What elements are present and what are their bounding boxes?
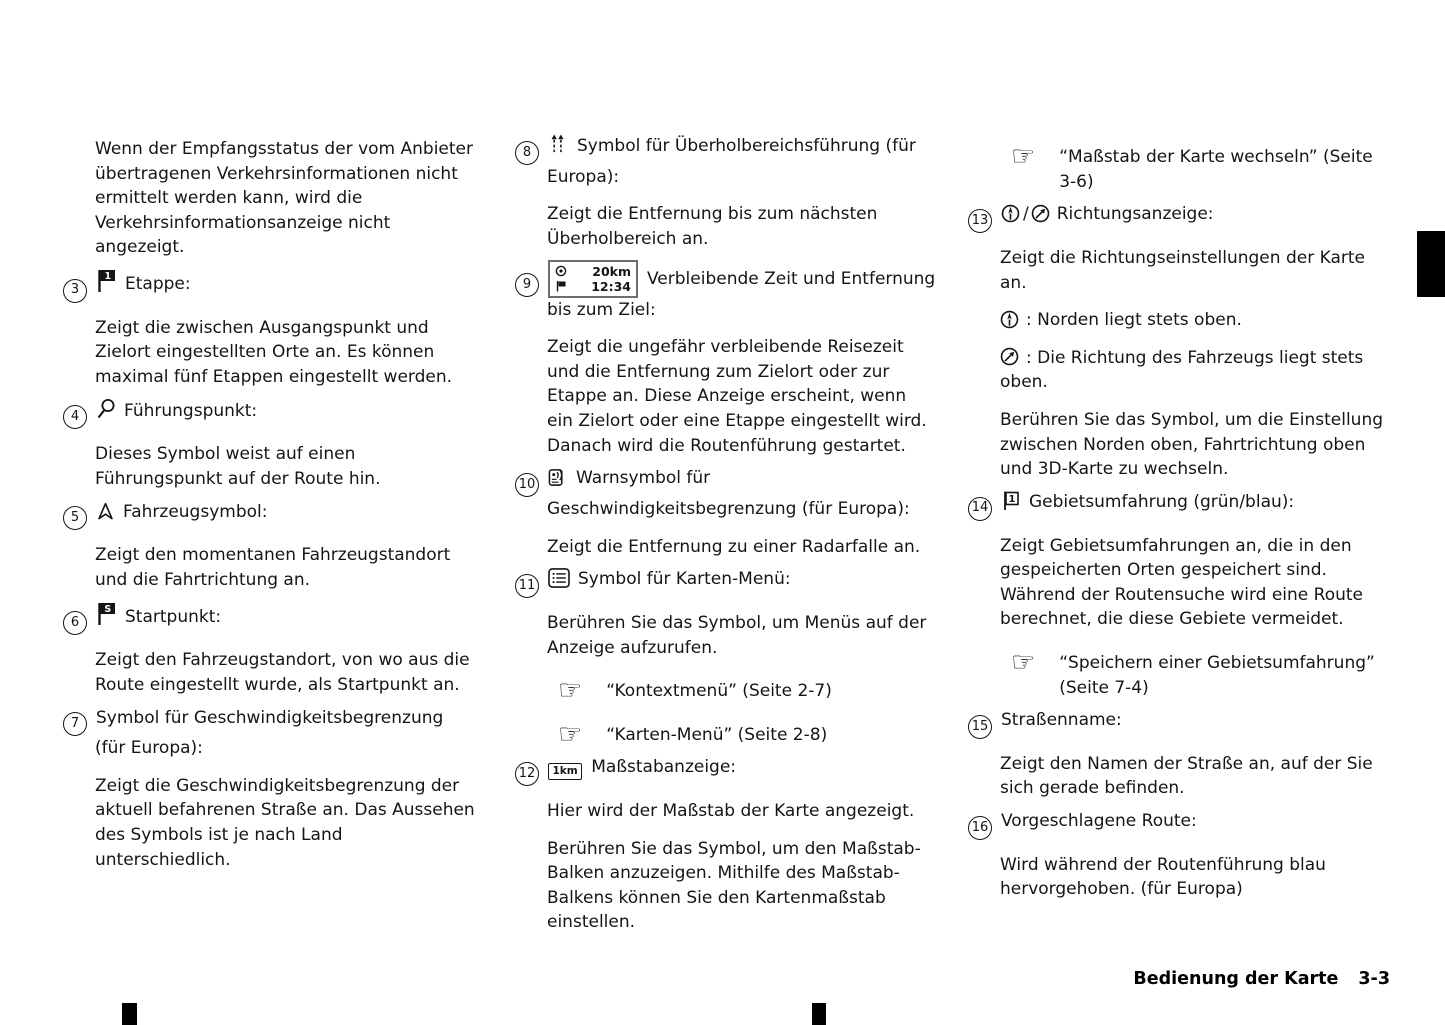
- item-7-heading: [63, 706, 479, 761]
- cross-reference-kartenmenu: [515, 718, 936, 750]
- item-16-body: Wird während der Routenführung blau hervorgehoben. (für Europa): [1000, 854, 1326, 900]
- item-4-heading: [63, 398, 479, 430]
- guide-point-magnifier-icon: [96, 398, 116, 420]
- vehicle-arrow-icon: [96, 502, 115, 521]
- map-scale-icon-text: 1km: [552, 765, 578, 778]
- remaining-time-value: 12:34: [591, 278, 631, 294]
- item-6-label: Startpunkt:: [125, 606, 222, 627]
- item-7-body: Zeigt die Geschwindigkeitsbegrenzung der aktuell befahrenen Straße an. Das Aussehen des Symbols ist je nach Land unterschiedlich.: [95, 775, 475, 870]
- item-15-heading: [968, 708, 1391, 739]
- cross-reference-gebietsumfahrung: [968, 646, 1391, 700]
- speed-camera-warning-icon: [548, 466, 568, 487]
- icon-separator: /: [1023, 204, 1029, 225]
- item-16-heading: [968, 809, 1391, 840]
- item-4-label: Führungspunkt:: [124, 400, 258, 421]
- item-8-number: 8: [515, 141, 539, 165]
- column-middle: [515, 133, 936, 935]
- svg-text:1: 1: [1008, 493, 1016, 505]
- pointing-hand-icon: ☞: [558, 675, 583, 707]
- item-11-body: Berühren Sie das Symbol, um Menüs auf der Anzeige aufzurufen.: [547, 612, 927, 658]
- heading-up-icon: [1000, 347, 1019, 366]
- item-3-heading: [63, 268, 479, 303]
- intro-paragraph: Wenn der Empfangsstatus der vom Anbieter übertragenen Verkehrsinformationen nicht ermittelt werden kann, wird die Verkehrsinformationsanzeige nicht angezeigt.: [95, 139, 473, 258]
- item-10-number: 10: [515, 473, 539, 497]
- item-10-heading: [515, 466, 936, 521]
- footer-section-title: Bedienung der Karte: [1133, 969, 1339, 989]
- print-mark: [122, 1003, 137, 1025]
- item-4-number: 4: [63, 405, 87, 429]
- cross-reference-kontextmenu: [515, 675, 936, 707]
- pointing-hand-icon: ☞: [558, 718, 583, 750]
- item-12-label: Maßstabanzeige:: [591, 757, 737, 778]
- footer-page-number: 3-3: [1358, 969, 1390, 989]
- start-flag-icon: [96, 601, 117, 626]
- avoid-area-icon: [1001, 490, 1021, 511]
- item-12-body-1: Hier wird der Maßstab der Karte angezeigt.: [547, 801, 915, 822]
- item-16-label: Vorgeschlagene Route:: [1001, 811, 1197, 832]
- item-14-number: 14: [968, 497, 992, 521]
- distance-target-icon: [555, 265, 567, 277]
- item-11-heading: [515, 567, 936, 598]
- cross-reference-text: “Karten-Menü” (Seite 2-8): [606, 724, 828, 745]
- item-14-heading: [968, 490, 1391, 521]
- destination-flag-icon: [555, 280, 567, 292]
- item-12-heading: [515, 755, 936, 786]
- item-5-heading: [63, 500, 479, 531]
- item-13-number: 13: [968, 209, 992, 233]
- item-15-label: Straßenname:: [1001, 710, 1122, 731]
- item-9-heading: [515, 260, 936, 323]
- item-13-heading: [968, 202, 1391, 233]
- north-up-text: : Norden liegt stets oben.: [1026, 310, 1242, 331]
- page-footer: [1133, 969, 1390, 989]
- item-8-heading: [515, 133, 936, 189]
- item-12-number: 12: [515, 762, 539, 786]
- heading-up-description: [968, 346, 1391, 395]
- item-7-number: 7: [63, 712, 87, 736]
- item-10-body: Zeigt die Entfernung zu einer Radarfalle an.: [547, 536, 921, 557]
- item-16-number: 16: [968, 816, 992, 840]
- remaining-time-distance-icon: [548, 260, 638, 298]
- item-4-body: Dieses Symbol weist auf einen Führungspunkt auf der Route hin.: [95, 444, 381, 489]
- chapter-edge-tab: [1417, 231, 1445, 297]
- item-13-body: Zeigt die Richtungseinstellungen der Karte an.: [1000, 247, 1365, 293]
- item-9-number: 9: [515, 273, 539, 297]
- item-5-number: 5: [63, 506, 87, 530]
- cross-reference-text: “Speichern einer Gebietsumfahrung” (Seite 7-4): [1059, 652, 1375, 698]
- map-scale-icon: [548, 763, 582, 780]
- item-3-number: 3: [63, 279, 87, 303]
- item-10-label: Warnsymbol für Geschwindigkeitsbegrenzung (für Europa):: [547, 468, 910, 519]
- item-3-body: Zeigt die zwischen Ausgangspunkt und Zielort eingestellten Orte an. Es können maximal fünf Etappen eingestellt werden.: [95, 317, 453, 387]
- cross-reference-text: “Kontextmenü” (Seite 2-7): [606, 681, 832, 702]
- pointing-hand-icon: ☞: [1011, 646, 1036, 678]
- item-14-body: Zeigt Gebietsumfahrungen an, die in den gespeicherten Orten gespeichert sind. Während der Routensuche wird eine Route berechnet, die diese Gebiete vermeidet.: [1000, 535, 1364, 630]
- north-up-description: [968, 308, 1391, 333]
- overtaking-lane-icon: [548, 133, 569, 155]
- cross-reference-massstab-wechseln: [968, 141, 1391, 194]
- column-right: [968, 141, 1391, 902]
- north-up-icon: [1001, 204, 1020, 223]
- north-up-icon: [1000, 310, 1019, 329]
- cross-reference-text: “Maßstab der Karte wechseln” (Seite 3-6): [1059, 147, 1373, 192]
- item-9-label: Verbleibende Zeit und Entfernung bis zum Ziel:: [547, 268, 936, 320]
- svg-text:1: 1: [104, 270, 112, 282]
- item-7-label: Symbol für Geschwindigkeitsbegrenzung (für Europa):: [95, 707, 444, 759]
- item-13-body-2: Berühren Sie das Symbol, um die Einstellung zwischen Norden oben, Fahrtrichtung oben und 3D-Karte zu wechseln.: [1000, 409, 1384, 480]
- pointing-hand-icon: ☞: [1011, 141, 1036, 172]
- item-5-body: Zeigt den momentanen Fahrzeugstandort und die Fahrtrichtung an.: [95, 545, 451, 590]
- heading-up-text: : Die Richtung des Fahrzeugs liegt stets oben.: [1000, 347, 1364, 393]
- item-14-label: Gebietsumfahrung (grün/blau):: [1029, 491, 1295, 512]
- heading-up-icon: [1031, 204, 1050, 223]
- item-5-label: Fahrzeugsymbol:: [123, 501, 268, 522]
- etappe-flag-icon: [96, 268, 117, 293]
- item-12-body-2: Berühren Sie das Symbol, um den Maßstab-Balken anzuzeigen. Mithilfe des Maßstab-Balkens können Sie den Kartenmaßstab einstellen.: [547, 838, 921, 933]
- item-11-label: Symbol für Karten-Menü:: [578, 569, 791, 590]
- svg-text:S: S: [104, 603, 112, 615]
- item-6-heading: [63, 601, 479, 636]
- item-11-number: 11: [515, 574, 539, 598]
- item-15-number: 15: [968, 715, 992, 739]
- item-15-body: Zeigt den Namen der Straße an, auf der Sie sich gerade befinden.: [1000, 753, 1373, 799]
- item-3-label: Etappe:: [125, 273, 191, 294]
- item-6-body: Zeigt den Fahrzeugstandort, von wo aus die Route eingestellt wurde, als Startpunkt an.: [95, 650, 470, 695]
- item-6-number: 6: [63, 611, 87, 635]
- print-mark: [812, 1003, 826, 1025]
- item-8-label: Symbol für Überholbereichsführung (für Europa):: [547, 136, 916, 187]
- item-9-body: Zeigt die ungefähr verbleibende Reisezeit und die Entfernung zum Zielort oder zur Etappe an. Diese Anzeige erscheint, wenn ein Zielort oder eine Etappe eingestellt wird. Danach wird die Routenführung gestartet.: [547, 337, 927, 456]
- item-8-body: Zeigt die Entfernung bis zum nächsten Überholbereich an.: [547, 204, 878, 249]
- column-left: [63, 137, 479, 872]
- remaining-distance-value: 20km: [592, 263, 631, 279]
- item-13-label: Richtungsanzeige:: [1056, 204, 1214, 225]
- map-menu-icon: [548, 568, 570, 588]
